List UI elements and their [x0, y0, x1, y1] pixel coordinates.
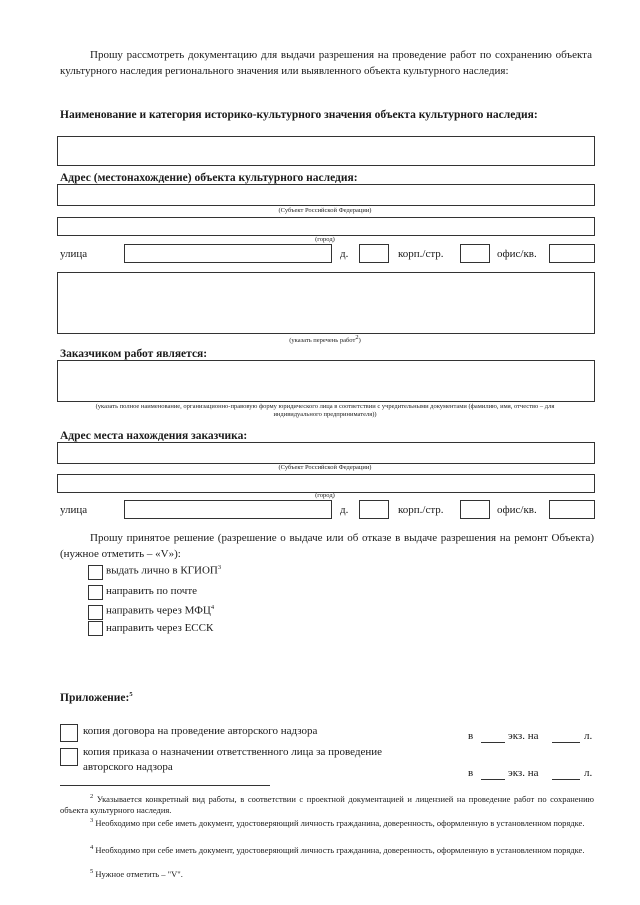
footnote-2: $^2$ Указывается конкретный вид работы, в соответствии с проектной документацией и лицензией на проведение работ по сохранению объекта культурного наследия. — [60, 793, 594, 815]
decision-text: Прошу принятое решение (разрешение о выдаче или об отказе в выдаче разрешения на ремонт Объекта) (нужное отметить – «V»): — [60, 532, 594, 560]
customer-office-field[interactable] — [549, 500, 595, 519]
object-building-field[interactable] — [460, 244, 490, 263]
customer-heading: Заказчиком работ является: — [60, 348, 208, 360]
customer-office-label: офис/кв. — [497, 504, 537, 516]
delivery-option-3: направить через МФЦ$^4$ — [106, 604, 215, 617]
appendix-item-2-checkbox[interactable] — [60, 748, 78, 766]
appendix-item-2-copies-field[interactable] — [481, 779, 505, 780]
footnote-separator — [60, 785, 270, 786]
customer-name-field[interactable] — [57, 360, 595, 402]
object-name-field[interactable] — [57, 136, 595, 166]
delivery-option-1-checkbox[interactable] — [88, 565, 103, 580]
object-house-field[interactable] — [359, 244, 389, 263]
appendix-item-2-copies-label: экз. на — [508, 767, 539, 779]
object-street-label: улица — [60, 248, 88, 260]
customer-subject-field[interactable] — [57, 442, 595, 464]
object-subject-field[interactable] — [57, 184, 595, 206]
delivery-option-4: направить через ЕССК — [106, 622, 214, 634]
appendix-item-1: копия договора на проведение авторского надзора — [83, 725, 318, 737]
object-street-field[interactable] — [124, 244, 332, 263]
object-city-field[interactable] — [57, 217, 595, 236]
customer-building-label: корп./стр. — [398, 504, 444, 516]
customer-street-label: улица — [60, 504, 88, 516]
footnote-3: $^3$ Необходимо при себе иметь документ, удостоверяющий личность гражданина, доверенность, оформленную в установленном порядке. — [90, 817, 585, 828]
customer-house-field[interactable] — [359, 500, 389, 519]
object-name-heading: Наименование и категория историко-культурного значения объекта культурного наследия: — [60, 109, 538, 121]
object-city-caption: (город) — [315, 236, 335, 243]
appendix-item-2-in: в — [468, 767, 474, 779]
appendix-heading: Приложение:$^5$ — [60, 691, 133, 704]
object-address-heading: Адрес (местонахождение) объекта культурного наследия: — [60, 172, 358, 184]
appendix-item-1-in: в — [468, 730, 474, 742]
appendix-item-1-pages-label: л. — [584, 730, 593, 742]
appendix-item-1-copies-field[interactable] — [481, 742, 505, 743]
intro-paragraph: Прошу рассмотреть документацию для выдачи разрешения на проведение работ по сохранению объекта культурного наследия регионального значения или выявленного объекта культурного наследия: — [60, 49, 592, 77]
delivery-option-3-checkbox[interactable] — [88, 605, 103, 620]
appendix-item-1-checkbox[interactable] — [60, 724, 78, 742]
object-office-field[interactable] — [549, 244, 595, 263]
customer-caption: (указать полное наименование, организационно-правовую форму юридического лица в соответствии с учредительными документами (фамилию, имя, отчество – для индивидуального предпринимателя)) — [95, 403, 555, 418]
object-house-label: д. — [340, 248, 349, 260]
works-list-field[interactable] — [57, 272, 595, 334]
object-office-label: офис/кв. — [497, 248, 537, 260]
customer-city-caption: (город) — [315, 492, 335, 499]
footnote-4: $^4$ Необходимо при себе иметь документ, удостоверяющий личность гражданина, доверенность, оформленную в установленном порядке. — [90, 844, 585, 855]
customer-building-field[interactable] — [460, 500, 490, 519]
works-list-caption: (указать перечень работ$^2$) — [289, 334, 361, 345]
delivery-option-4-checkbox[interactable] — [88, 621, 103, 636]
delivery-option-1: выдать лично в КГИОП$^3$ — [106, 564, 222, 577]
customer-street-field[interactable] — [124, 500, 332, 519]
appendix-item-2-pages-label: л. — [584, 767, 593, 779]
appendix-item-2-pages-field[interactable] — [552, 779, 580, 780]
appendix-item-2: копия приказа о назначении ответственного лица за проведение авторского надзора — [83, 746, 383, 773]
customer-city-field[interactable] — [57, 474, 595, 493]
customer-house-label: д. — [340, 504, 349, 516]
appendix-item-1-pages-field[interactable] — [552, 742, 580, 743]
customer-address-heading: Адрес места нахождения заказчика: — [60, 430, 248, 442]
object-building-label: корп./стр. — [398, 248, 444, 260]
footnote-5: $^5$ Нужное отметить – "V". — [90, 868, 183, 879]
delivery-option-2: направить по почте — [106, 585, 198, 597]
object-subject-caption: (Субъект Российской Федерации) — [278, 207, 372, 214]
customer-subject-caption: (Субъект Российской Федерации) — [278, 464, 372, 471]
appendix-item-1-copies-label: экз. на — [508, 730, 539, 742]
delivery-option-2-checkbox[interactable] — [88, 585, 103, 600]
